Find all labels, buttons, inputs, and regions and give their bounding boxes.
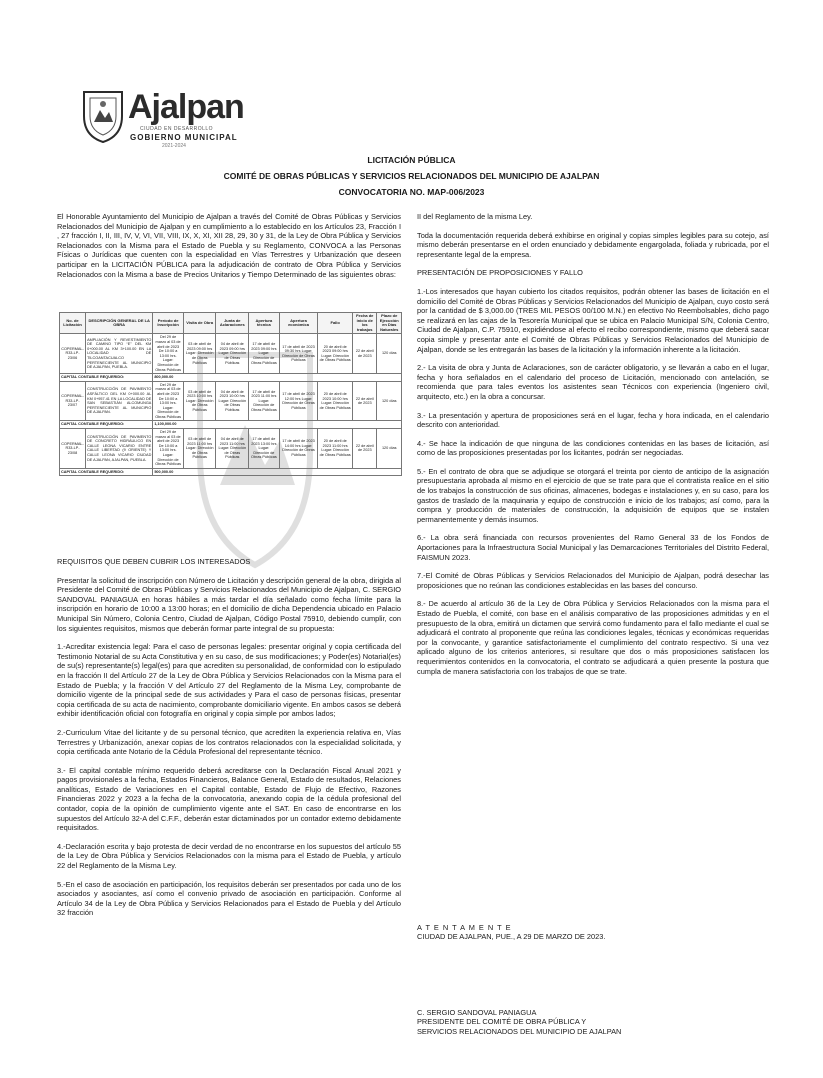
right-paragraph: II del Reglamento de la misma Ley. (417, 212, 533, 221)
capital-label: CAPITAL CONTABLE REQUERIDO: (60, 468, 153, 476)
table-cell: Del 29 de marzo al 03 de abril de 2023 De 10:00 a 13:00 hrs. Lugar: Dirección de Obras Públicas (153, 381, 184, 421)
table-cell: 22 de abril de 2023 (353, 334, 377, 374)
table-cell: CONSTRUCCIÓN DE PAVIMENTO DE CONCRETO HIDRÁULICO EN CALLE LEONA VICARIO ENTRE CALLE LIBERTAD (9 ORIENTE) Y CALLE LEONA VICARIO CIUDAD DE AJALPAN, AJALPAN, PUEBLA. (86, 429, 153, 469)
table-header: Apertura económica (279, 313, 318, 334)
capital-label: CAPITAL CONTABLE REQUERIDO: (60, 421, 153, 429)
table-cell: CONSTRUCCIÓN DE PAVIMENTO ASFÁLTICO DEL KM 0+000.00 AL KM 0+957.41 EN LA LOCALIDAD DE SAN SEBASTIÁN ALCOMUNGA PERTENECIENTE AL MUNICIPIO DE AJALPAN. (86, 381, 153, 421)
requirements-paragraph: 1.-Acreditar existencia legal: Para el caso de personas legales: presentar original y copia certificada del Testimonio Notarial de su Acta Constitutiva y en su caso, de sus modificaciones; y Poder(es) Notarial(es) de su(s) representante(s) legal(es) para que acrediten su personalidad, de conformidad con lo estipulado en la fracción II del Artículo 27 de la Ley de Obra Pública y Servicios Relacionados con la Misma para el Estado de Puebla; y la fracción V del Artículo 27 del Reglamento de la Misma Ley, comprobante de domicilio vigente de la principal sede de sus actividades y Para el caso de personas físicas, presentar copia certificada de su acta de nacimiento, comprobante domiciliario vigente. En ambos casos se deberá exhibir identificación oficial con fotografía en original y copia simple por ambos lados; (57, 642, 401, 719)
proposals-heading: PRESENTACIÓN DE PROPOSICIONES Y FALLO (417, 268, 583, 278)
intro-paragraph: El Honorable Ayuntamiento del Municipio de Ajalpan a través del Comité de Obras Públicas y Servicios Relacionados del Municipio de Ajalpan y en cumplimiento a lo establecido en los Artículos 23, Fracción I , 27 fracción I, II, III, IV, V, VI, VII, VIII, IX, X, XI, XII 28, 29, 30 y 31, de la Ley de Obra Pública y Servicios Relacionados con la Misma para el Estado de Puebla y su Reglamento, CONVOCA a las Personas Físicas o Jurídicas que cuenten con la especialidad en Vías Terrestres y Urbanización que deseen participar en la LICITACIÓN PÚBLICA para la adjudicación de contrato de Obra Pública y Servicios Relacionados con la Misma a base de Precios Unitarios y Tiempo Determinado de las siguientes obras: (57, 212, 401, 279)
table-header: DESCRIPCIÓN GENERAL DE LA OBRA (86, 313, 153, 334)
table-row (60, 429, 402, 469)
signature-block (417, 1008, 621, 1036)
municipal-logo (80, 86, 244, 150)
table-header: No. de Licitación (60, 313, 86, 334)
capital-value: 1,100,000.00 (153, 421, 402, 429)
requirements-heading: REQUISITOS QUE DEBEN CUBRIR LOS INTERESADOS (57, 557, 251, 566)
table-cell: 17 de abril de 2023 13:00 hrs Lugar: Dirección de Obras Públicas (249, 429, 280, 469)
capital-row (60, 421, 402, 429)
capital-label: CAPITAL CONTABLE REQUERIDO: (60, 374, 153, 382)
requirements-section (57, 557, 401, 927)
table-cell: 03 de abril de 2023 11:00 hrs Lugar: Dirección de Obras Públicas (183, 429, 216, 469)
atentamente: A T E N T A M E N T E (417, 923, 512, 932)
right-paragraph: 8.- De acuerdo al artículo 36 de la Ley de Obra Pública y Servicios Relacionados con la misma para el Estado de Puebla, el comité, con base en el análisis comparativo de las proposiciones admitidas y en el presupuesto de la obra, emitirá un dictamen que servirá como fundamento para el fallo mediante el cual se adjudicará el contrato al proponente que reúna las condiciones legales, técnicas y económicas requeridas por la convocante, y garantice satisfactoriamente el cumplimiento del contrato respectivo. Si una vez aplicado alguno de los criterios anteriores, si resultare que dos o más proposiciones satisfacen los requerimientos contenidos en la convocatoria, el contrato se adjudicará a quien presente la postura que cumpla de manera satisfactoria con los trabajos de que se trate. (417, 599, 769, 676)
logo-tagline: CIUDAD EN DESARROLLO (140, 126, 214, 132)
requirements-paragraph: Presentar la solicitud de inscripción con Número de Licitación y descripción general de la obra, dirigida al Presidente del Comité de Obras Públicas y Servicios Relacionados del Municipio de Ajalpan, C. SERGIO SANDOVAL PANIAGUA en horas hábiles a más tardar el día señalado como fecha límite para la inscripción en horario de 10:00 a 13:00 horas; en el domicilio de dicha Dependencia ubicado en Palacio Municipal Sin Número, Colonia Centro, Ciudad de Ajalpan, Código Postal 75910, debiendo cumplir, con los siguientes requisitos, mismos que deberán formar parte integral de su propuesta: (57, 575, 401, 633)
table-cell: 20 de abril de 2023 11:00 hrs Lugar: Dirección de Obras Públicas (318, 429, 353, 469)
heading-convocatoria: CONVOCATORIA NO. MAP-006/2023 (338, 187, 485, 197)
table-cell: 17 de abril de 2023 12:00 hrs Lugar: Dirección de Obras Públicas (279, 381, 318, 421)
signer-title: SERVICIOS RELACIONADOS DEL MUNICIPIO DE AJALPAN (417, 1026, 622, 1036)
table-cell: 03 de abril de 2023 10:00 hrs Lugar: Dirección de Obras Públicas (183, 381, 216, 421)
signer-name: C. SERGIO SANDOVAL PANIAGUA (417, 1008, 537, 1017)
table-cell: 04 de abril de 2023 09:00 hrs Lugar: Dirección de Obras Públicas (216, 334, 249, 374)
table-cell: 20 de abril de 2023 09:00 hrs Lugar: Dirección de Obras Públicas (318, 334, 353, 374)
heading-comite: COMITÉ DE OBRAS PÚBLICAS Y SERVICIOS RELACIONADOS DEL MUNICIPIO DE AJALPAN (223, 171, 600, 181)
table-cell: 17 de abril de 2023 11:00 hrs Lugar: Dirección de Obras Públicas (249, 381, 280, 421)
table-cell: 03 de abril de 2023 09:00 hrs Lugar: Dirección de Obras Públicas (183, 334, 216, 374)
closing-block (417, 923, 605, 942)
table-row (60, 381, 402, 421)
table-header: Junta de Aclaraciones (216, 313, 249, 334)
table-cell: 17 de abril de 2023 09:30 hrs Lugar: Dirección de Obras Públicas (279, 334, 318, 374)
requirements-paragraph: 3.- El capital contable mínimo requerido deberá acreditarse con la Declaración Fiscal Anual 2021 y pagos provisionales a la fecha, Estados Financieros, Balance General, Estado de resultados, Relaciones analíticas, Estado de Variaciones en el Capital contable, Estado de Flujo de Efectivo, Razones Financieras 2022 y 2023 a la fecha de la convocatoria, anexando copia de la cédula profesional del contador, copia de la opinión de cumplimiento vigente ante el SAT. En caso de encontrarse en los supuestos del Artículo 32-A del C.F.F., deberán estar dictaminados por un contador externo debidamente requisitados. (57, 765, 401, 833)
table-header-row (60, 313, 402, 334)
table-cell: 22 de abril de 2023 (353, 381, 377, 421)
table-row (60, 334, 402, 374)
requirements-paragraph: 5.-En el caso de asociación en participación, los requisitos deberán ser presentados por cada uno de los asociados y asociantes, así como el convenio privado de asociación en participación. Conforme al Artículo 34 de la Ley de Obra Pública y Servicios Relacionados para el Estado de Puebla y del Artículo 32 fracción (57, 879, 401, 918)
table-cell: 04 de abril de 2023 10:00 hrs Lugar: Dirección de Obras Públicas (216, 381, 249, 421)
table-cell: 120 días (377, 381, 402, 421)
table-cell: AMPLIACIÓN Y REVESTIMIENTO DE CAMINO TIPO “E” DEL KM 0+000.00 AL KM 3+100.00 EN LA LOCALIDAD DE TILCOANTACUALCO PERTENECIENTE AL MUNICIPIO DE AJALPAN, PUEBLA. (86, 334, 153, 374)
right-paragraph: 2.- La visita de obra y Junta de Aclaraciones, son de carácter obligatorio, y se llevarán a cabo en el lugar, fecha y hora señalados en el calendario del proceso de Licitación, mencionado con antelación, se recomienda que para tales eventos los asistentes sean Técnicos con experiencia (Ingeniero civil, arquitecto, etc.) en la obra a concursar. (417, 363, 769, 401)
place-date: CIUDAD DE AJALPAN, PUE., A 29 DE MARZO DE 2023. (417, 932, 606, 942)
right-paragraph: 1.-Los interesados que hayan cubierto los citados requisitos, podrán obtener las bases de licitación en el domicilio del Comité de Obras Públicas y Servicios Relacionados del Municipio de Ajalpan, cuyo costo será por la cantidad de $ 3,000.00 (TRES MIL PESOS 00/100 M.N.) en efectivo No Reembolsables, dicho pago se realizará en las cajas de la Tesorería Municipal que se ubica en Palacio Municipal S/N, Colonia Centro, Ciudad de Ajalpan, C.P. 75910, expidiéndose al efecto el recibo correspondiente, mismo que deberá sacar copia simple y presentar ante el Comité de Obras Públicas y Servicios Relacionados del Municipio de Ajalpan, donde se les entregarán las bases de la licitación y la información inherente a la licitación. (417, 286, 769, 354)
table-cell: 22 de abril de 2023 (353, 429, 377, 469)
signer-title: PRESIDENTE DEL COMITÉ DE OBRA PÚBLICA Y (417, 1017, 587, 1027)
right-paragraph: 3.- La presentación y apertura de proposiciones será en el lugar, fecha y hora indicada, en el calendario descrito con anterioridad. (417, 410, 769, 430)
table-header: Plazo de Ejecución en Días Naturales (377, 313, 402, 334)
capital-row (60, 374, 402, 382)
table-cell: 17 de abril de 2023 14:00 hrs Lugar: Dirección de Obras Públicas (279, 429, 318, 469)
table-header: Fallo (318, 313, 353, 334)
table-cell: 20 de abril de 2023 10:00 hrs Lugar: Dirección de Obras Públicas (318, 381, 353, 421)
table-cell: 17 de abril de 2023 09:00 hrs Lugar: Dirección de Obras Públicas (249, 334, 280, 374)
table-header: Fecha de inicio de los trabajos (353, 313, 377, 334)
right-paragraph: Toda la documentación requerida deberá exhibirse en original y copias simples legibles para su cotejo, así mismo deberán presentarse en el orden enunciado y debidamente engargolada, foliada y rubricada, por el representante legal de la empresa. (417, 230, 769, 259)
requirements-paragraph: 4.-Declaración escrita y bajo protesta de decir verdad de no encontrarse en los supuestos del artículo 55 de la Ley de Obra Pública y Servicios Relacionados con la misma para el Estado de Puebla, y artículo 22 del Reglamento de la Misma Ley. (57, 841, 401, 871)
capital-value: 800,000.00 (153, 374, 402, 382)
requirements-paragraph: 2.-Curriculum Vitae del licitante y de su personal técnico, que acrediten la experiencia relativa en, Vías Terrestres y Urbanización, anexar copias de los contratos relacionados con la especialidad solicitada, y copia certificada ante Notario de la Cédula Profesional del representante técnico. (57, 727, 401, 757)
table-cell: 120 días (377, 429, 402, 469)
table-cell: COPERMAL-R33-LP-23/06 (60, 334, 86, 374)
logo-name: Ajalpan (128, 88, 244, 126)
coat-of-arms-icon (80, 86, 126, 144)
right-paragraph: 6.- La obra será financiada con recursos provenientes del Ramo General 33 de los Fondos de Aportaciones para la Infraestructura Social Municipal y las Demarcaciones Territoriales del Distrito Federal, FAISMUN 2023. (417, 533, 769, 562)
right-paragraph: 4.- Se hace la indicación de que ninguna de las condiciones contenidas en las bases de licitación, así como de las proposiciones presentadas por los licitantes, podrán ser negociadas. (417, 438, 769, 458)
table-cell: Del 29 de marzo al 03 de abril de 2023 De 10:00 a 13:00 hrs. Lugar: Dirección de Obras Públicas (153, 334, 184, 374)
capital-row (60, 468, 402, 476)
works-table (59, 312, 402, 476)
left-column (57, 212, 401, 288)
logo-government: GOBIERNO MUNICIPAL (130, 133, 238, 142)
table-cell: Del 29 de marzo al 03 de abril de 2023 De 10:00 a 13:00 hrs. Lugar: Dirección de Obras Públicas (153, 429, 184, 469)
table-cell: 120 días (377, 334, 402, 374)
right-column (417, 212, 769, 685)
table-cell: COPERMAL-R33-LP-23/08 (60, 429, 86, 469)
table-header: Período de Inscripción (153, 313, 184, 334)
right-paragraph: 7.-El Comité de Obras Públicas y Servicios Relacionados del Municipio de Ajalpan, podrá desechar las proposiciones que no reúnan las condiciones establecidas en las bases del concurso. (417, 571, 769, 590)
capital-value: 500,000.00 (153, 468, 402, 476)
table-cell: 04 de abril de 2023 11:00 hrs Lugar: Dirección de Obras Públicas (216, 429, 249, 469)
table-header: Apertura técnica (249, 313, 280, 334)
logo-period: 2021-2024 (162, 143, 186, 149)
right-paragraph: 5.- En el contrato de obra que se adjudique se otorgará el treinta por ciento de anticipo de la asignación presupuestaria aprobada al mismo en el ejercicio de que se trate para que el contratista realice en el sitio de los trabajos la construcción de sus oficinas, almacenes, bodegas e instalaciones y, en su caso, para los gastos de traslado de la maquinaria y equipo de construcción e inicio de los trabajos; así como, para la compra y producción de materiales de construcción, la adquisición de equipos que se instalen permanentemente y demás insumos. (417, 466, 769, 524)
table-cell: COPERMAL-R33-LP-23/07 (60, 381, 86, 421)
table-header: Visita de Obra (183, 313, 216, 334)
heading-licitacion: LICITACIÓN PÚBLICA (367, 155, 456, 165)
